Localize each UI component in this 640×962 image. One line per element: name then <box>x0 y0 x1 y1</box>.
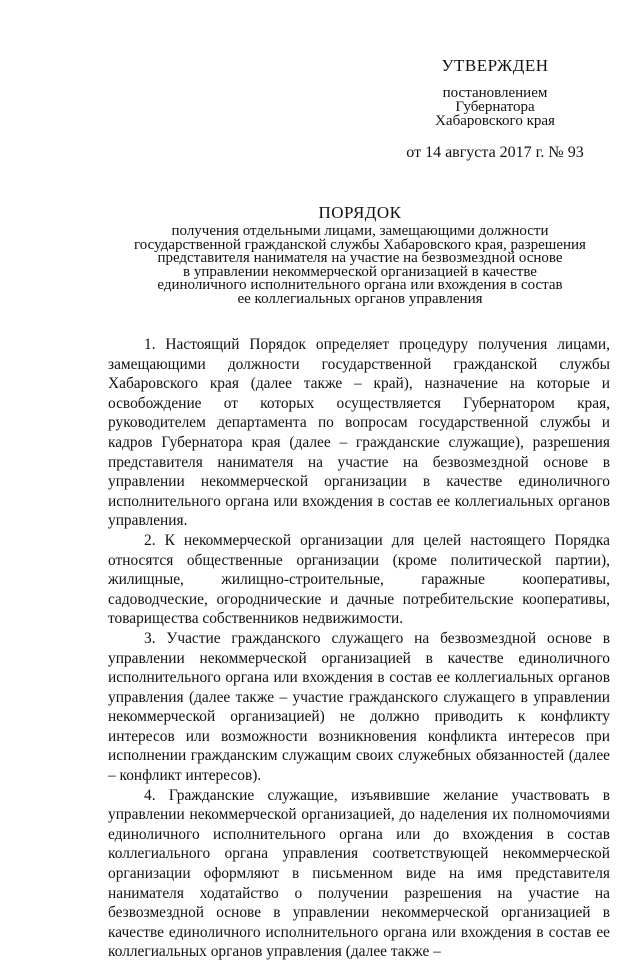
paragraph-4: 4. Гражданские служащие, изъявившие желание участвовать в управлении некоммерческой организацией, до наделения их полномочиями единоличного исполнительного органа или до вхождения в состав коллегиального органа управления соответствующей некоммерческой организации оформляют в письменном виде на имя представителя нанимателя ходатайство о получении разрешения на участие на безвозмездной основе в управлении некоммерческой организацией в качестве единоличного исполнительного органа или вхождения в состав ее коллегиальных органов управления (далее также – <box>108 786 610 961</box>
document-title: ПОРЯДОК <box>318 203 402 222</box>
subtitle-line: в управлении некоммерческой организацией в качестве <box>183 263 537 280</box>
paragraph-3: 3. Участие гражданского служащего на безвозмездной основе в управлении некоммерческой организацией в качестве единоличного исполнительного органа или вхождения в состав ее коллегиальных органов управления (далее также – участие гражданского служащего в управлении некоммерческой организацией) не должно приводить к конфликту интересов или возможности возникновения конфликта интересов при исполнении гражданским служащим своих служебных обязанностей (далее – конфликт интересов). <box>108 629 610 785</box>
approval-line: Хабаровского края <box>435 113 555 129</box>
approval-line: Губернатора <box>455 99 535 115</box>
subtitle-line: представителя нанимателя на участие на безвозмездной основе <box>157 250 563 267</box>
document-body <box>108 335 610 962</box>
subtitle-line: государственной гражданской службы Хабаровского края, разрешения <box>134 236 586 253</box>
approval-date: от 14 августа 2017 г. № 93 <box>406 144 584 161</box>
approval-title: УТВЕРЖДЕН <box>441 56 549 75</box>
subtitle-line: ее коллегиальных органов управления <box>237 290 483 307</box>
approval-line: постановлением <box>442 85 548 101</box>
paragraph-2: 2. К некоммерческой организации для целей настоящего Порядка относятся общественные организации (кроме политической партии), жилищные, жилищно-строительные, гаражные кооперативы, садоводческие, огороднические и дачные потребительские кооперативы, товарищества собственников недвижимости. <box>108 531 610 628</box>
document-subtitle <box>90 225 630 307</box>
paragraph-1: 1. Настоящий Порядок определяет процедуру получения лицами, замещающими должности государственной гражданской службы Хабаровского края (далее также – край), назначение на которые и освобождение от которых осуществляется Губернатором края, руководителем департамента по вопросам государственной службы и кадров Губернатора края (далее – гражданские служащие), разрешения представителя нанимателя на участие на безвозмездной основе в управлении некоммерческой организации в качестве единоличного исполнительного органа или вхождения в состав ее коллегиальных органов управления. <box>108 336 610 530</box>
approval-block <box>390 56 600 162</box>
subtitle-line: получения отдельными лицами, замещающими должности <box>171 223 549 239</box>
subtitle-line: единоличного исполнительного органа или вхождения в состав <box>157 277 563 294</box>
